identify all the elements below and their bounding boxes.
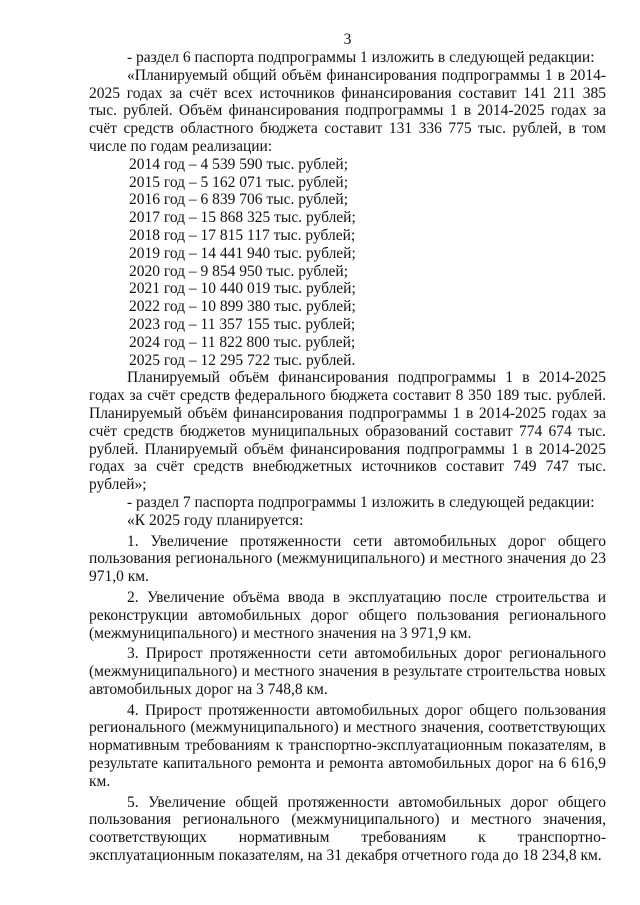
year-line: 2018 год – 17 815 117 тыс. рублей;	[129, 226, 356, 244]
plan-item: 3. Прирост протяженности сети автомобильных дорог регионального (межмуниципального) и местного значения в результате строительства новых автомобильных дорог на 3 748,8 км.	[89, 645, 606, 698]
year-line: 2024 год – 11 822 800 тыс. рублей;	[129, 333, 356, 351]
year-line: 2025 год – 12 295 722 тыс. рублей.	[129, 351, 356, 369]
plan-item: 4. Прирост протяженности автомобильных дорог общего пользования регионального (межмуниципального) и местного значения, соответствующих нормативным требованиям к транспортно-эксплуатационным показателям, в результате капитального ремонта и ремонта автомобильных дорог на 6 616,9 км.	[89, 701, 606, 790]
year-line: 2016 год – 6 839 706 тыс. рублей;	[129, 191, 349, 209]
document-body	[89, 49, 606, 865]
year-line: 2019 год – 14 441 940 тыс. рублей;	[129, 244, 356, 262]
section6-intro: - раздел 6 паспорта подпрограммы 1 изложить в следующей редакции:	[127, 49, 595, 66]
year-line: 2021 год – 10 440 019 тыс. рублей;	[129, 280, 356, 298]
year-line: 2023 год – 11 357 155 тыс. рублей;	[129, 315, 356, 333]
year-line: 2022 год – 10 899 380 тыс. рублей;	[129, 298, 356, 316]
plan-item: 1. Увеличение протяженности сети автомобильных дорог общего пользования регионального (межмуниципального) и местного значения до 23 971,0 км.	[89, 532, 606, 586]
years-list	[89, 156, 606, 370]
year-line: 2017 год – 15 868 325 тыс. рублей;	[129, 209, 356, 227]
funding-paragraph: «Планируемый общий объём финансирования подпрограммы 1 в 2014-2025 годах за счёт всех источников финансирования составит 141 211 385 тыс. рублей. Объём финансирования подпрограммы 1 в 2014-2025 годах за счёт средств областного бюджета составит 131 336 775 тыс. рублей, в том числе по годам реализации:	[89, 66, 606, 155]
year-line: 2015 год – 5 162 071 тыс. рублей;	[129, 173, 349, 191]
federal-funding-paragraph: Планируемый объём финансирования подпрограммы 1 в 2014-2025 годах за счёт средств федерального бюджета составит 8 350 189 тыс. рублей. Планируемый объём финансирования подпрограммы 1 в 2014-2025 годах за счёт средств бюджетов муниципальных образований составит 774 674 тыс. рублей. Планируемый объём финансирования подпрограммы 1 в 2014-2025 годах за счёт средств внебюджетных источников составит 749 747 тыс. рублей»;	[89, 369, 606, 494]
section7-intro: - раздел 7 паспорта подпрограммы 1 изложить в следующей редакции:	[127, 493, 595, 511]
plan-heading: «К 2025 году планируется:	[127, 511, 304, 529]
plan-item: 5. Увеличение общей протяженности автомобильных дорог общего пользования регионального (межмуниципального) и местного значения, соответствующих нормативным требованиям к транспортно-эксплуатационным показателям, на 31 декабря отчетного года до 18 234,8 км.	[89, 793, 606, 865]
year-line: 2014 год – 4 539 590 тыс. рублей;	[129, 155, 349, 173]
page-number: 3	[343, 31, 352, 48]
plan-item: 2. Увеличение объёма ввода в эксплуатацию после строительства и реконструкции автомобильных дорог общего пользования регионального (межмуниципального) и местного значения на 3 971,9 км.	[89, 588, 606, 642]
year-line: 2020 год – 9 854 950 тыс. рублей;	[129, 262, 349, 280]
